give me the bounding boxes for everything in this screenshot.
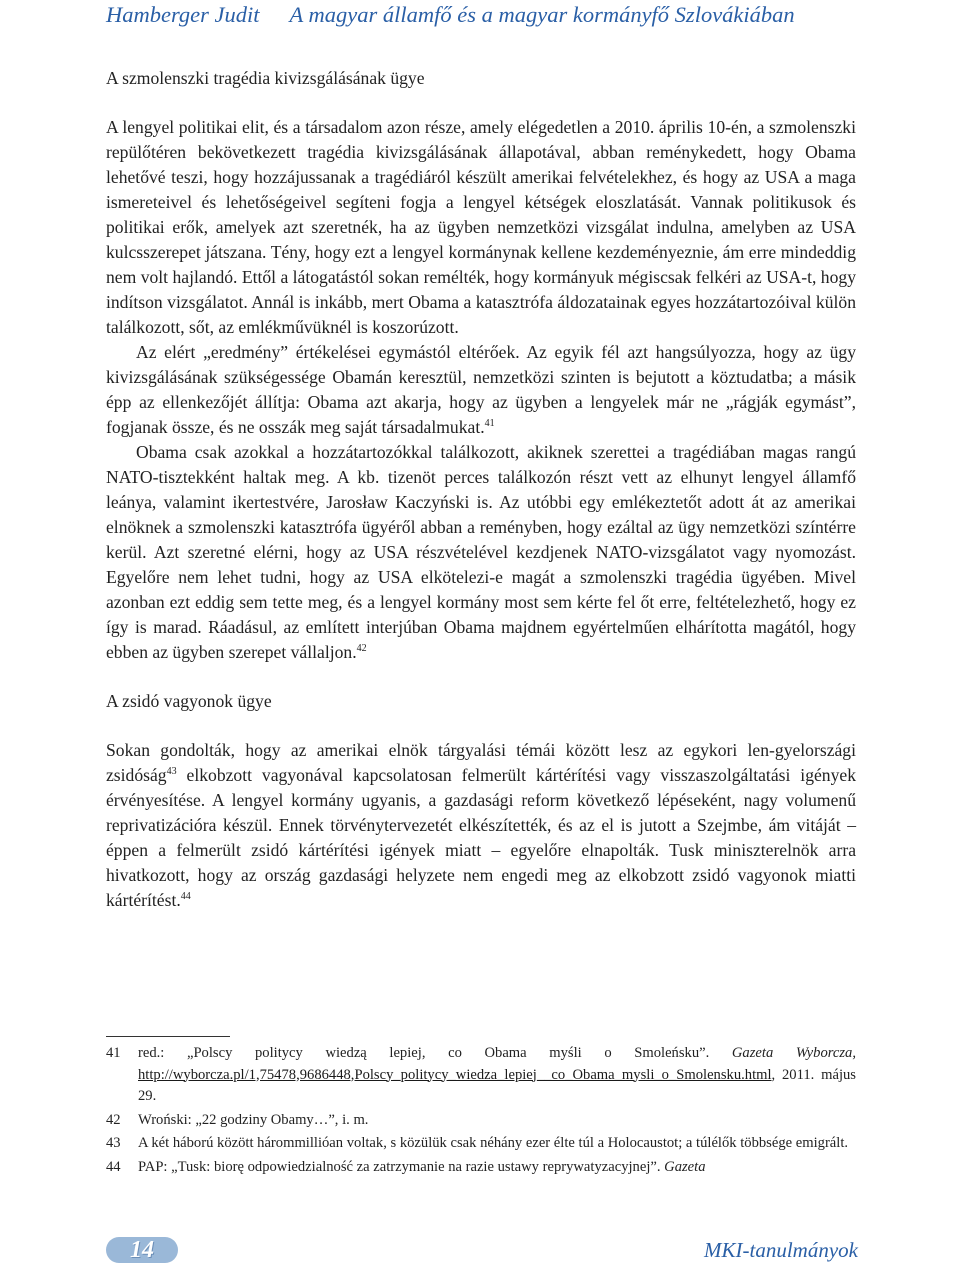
footnote-42: 42 Wroński: „22 godziny Obamy…”, i. m. bbox=[106, 1110, 856, 1132]
footnote-source: Gazeta bbox=[664, 1158, 706, 1175]
footnote-43: 43 A két háború között hárommillióan voltak, s közülük csak néhány ezer élte túl a Holocaustot; a túlélők többsége emigrált. bbox=[106, 1133, 856, 1155]
running-header bbox=[106, 2, 866, 28]
footnote-number: 43 bbox=[106, 1135, 121, 1151]
footnote-ref-43[interactable]: 43 bbox=[166, 766, 177, 777]
footnote-41: 41 red.: „Polscy politycy wiedzą lepiej, co Obama myśli o Smoleńsku”. Gazeta Wyborcza, http://wyborcza.pl/1,75478,9686448,Polscy_politycy_wiedza_lepiej__co_Obama_mysli_o_Smolensku.html, 2011. május 29. bbox=[106, 1043, 856, 1108]
footnote-source: Gazeta Wyborcza, bbox=[731, 1045, 856, 1061]
footnote-number: 42 bbox=[106, 1111, 121, 1128]
paragraph-2: Az elért „eredmény” értékelései egymástól eltérőek. Az egyik fél azt hangsúlyozza, hogy az ügy kivizsgálásának szükségessége Obamán keresztül, nemzetközi szinten is bejutott a köztudatba; a másik épp az ellenkezőjét állítja: Obama azt akarja, hogy az ügyben a lengyelek már ne „rágják egymást”, fogjanak össze, és ne osszák meg saját társadalmukat.$^{41}$ bbox=[106, 342, 856, 437]
header-title: A magyar államfő és a magyar kormányfő Szlovákiában bbox=[289, 2, 795, 27]
footnote-link[interactable]: http://wyborcza.pl/1,75478,9686448,Polscy_politycy_wiedza_lepiej__co_Obama_mysli_o_Smolensku.html bbox=[138, 1066, 772, 1083]
footnote-divider bbox=[106, 1036, 230, 1037]
publisher-name: MKI-tanulmányok bbox=[704, 1238, 858, 1262]
footnote-number: 41 bbox=[106, 1045, 121, 1061]
main-content bbox=[106, 66, 856, 913]
section-title-smolensk: A szmolenszki tragédia kivizsgálásának ügye bbox=[106, 68, 425, 88]
paragraph-1: A lengyel politikai elit, és a társadalom azon része, amely elégedetlen a 2010. április 10-én, a szmolenszki repülőtéren bekövetkezett tragédia kivizsgálásának állapotával, abban reménykedett, hogy Obama lehetővé teszi, hogy hozzájussanak a tragédiáról készült amerikai felvételekhez, és hogy az USA a maga ismereteivel és lehetőségeivel segíteni fogja a lengyel kétségek eloszlatását. Vannak politikusok és politikai erők, amelyek azt szeretnék, ha az ügyben nemzetközi vizsgálat indulna, amelyben az USA kulcsszerepet játszana. Tény, hogy ezt a lengyel kormánynak kellene kezdeményeznie, ám erre mindeddig nem volt hajlandó. Ettől a látogatástól sokan remélték, hogy kormányuk mégiscsak felkéri az USA-t, hogy indítson vizsgálatot. Annál is inkább, mert Obama a katasztrófa áldozatainak egyes hozzátartozóival külön találkozott, sőt, az emlékművüknél is koszorúzott. bbox=[106, 117, 856, 337]
paragraph-3: Obama csak azokkal a hozzátartozókkal találkozott, akiknek szerettei a tragédiában magas rangú NATO-tisztekként haltak meg. A kb. tizenöt perces találkozón részt vett az elhunyt lengyel államfő leánya, valamint ikertestvére, Jarosław Kaczyński is. Az utóbbi egy emlékeztetőt adott át az amerikai elnöknek a szmolenszki katasztrófa ügyéről abban a reményben, hogy ezáltal az ügy nemzetközi színtérre kerül. Azt szeretné elérni, hogy az USA részvételével kezdjenek NATO-vizsgálatot vagy nyomozást. Egyelőre nem lehet tudni, hogy az USA elkötelezi-e magát a szmolenszki tragédia ügyében. Mivel azonban ezt eddig sem tette meg, és a lengyel kormány most sem kérte fel őt erre, feltételezhető, hogy ez így is marad. Ráadásul, az említett interjúban Obama majdnem egyértelműen elhárította magától, hogy ebben az ügyben szerepet vállaljon.$^{42}$ bbox=[106, 442, 856, 662]
section-title-jewish-property: A zsidó vagyonok ügye bbox=[106, 691, 272, 711]
header-author: Hamberger Judit bbox=[106, 2, 260, 27]
page-number: 14 bbox=[130, 1236, 154, 1263]
page-number-badge bbox=[106, 1237, 178, 1263]
footnotes bbox=[106, 1043, 856, 1180]
footnote-ref-44[interactable]: 44 bbox=[180, 891, 191, 902]
footnote-number: 44 bbox=[106, 1158, 121, 1175]
footnote-ref-42[interactable]: 42 bbox=[356, 643, 367, 654]
footnote-44: 44 PAP: „Tusk: biorę odpowiedzialność za zatrzymanie na razie ustawy reprywatyzacyjnej”. Gazeta bbox=[106, 1157, 856, 1179]
paragraph-4: Sokan gondolták, hogy az amerikai elnök tárgyalási témái között lesz az egykori len-gyelországi zsidóság$^{43}$ elkobzott vagyonával kapcsolatosan felmerült kártérítési vagy visszaszolgáltatási igények érvényesítése. A lengyel kormány ugyanis, a gazdasági reform következő lépéseként, nagy volumenű reprivatizációra készül. Ennek törvénytervezetét elkészítették, és az el is jutott a Szejmbe, ám vitáját – éppen a felmerült zsidó kártérítési igények miatt – egyelőre elnapolták. Tusk miniszterelnök arra hivatkozott, hogy az ország gazdasági helyzete nem engedi meg az elkobzott zsidó vagyonok miatti kártérítést.$^{44}$ bbox=[106, 740, 856, 910]
footnote-ref-41[interactable]: 41 bbox=[484, 418, 495, 429]
